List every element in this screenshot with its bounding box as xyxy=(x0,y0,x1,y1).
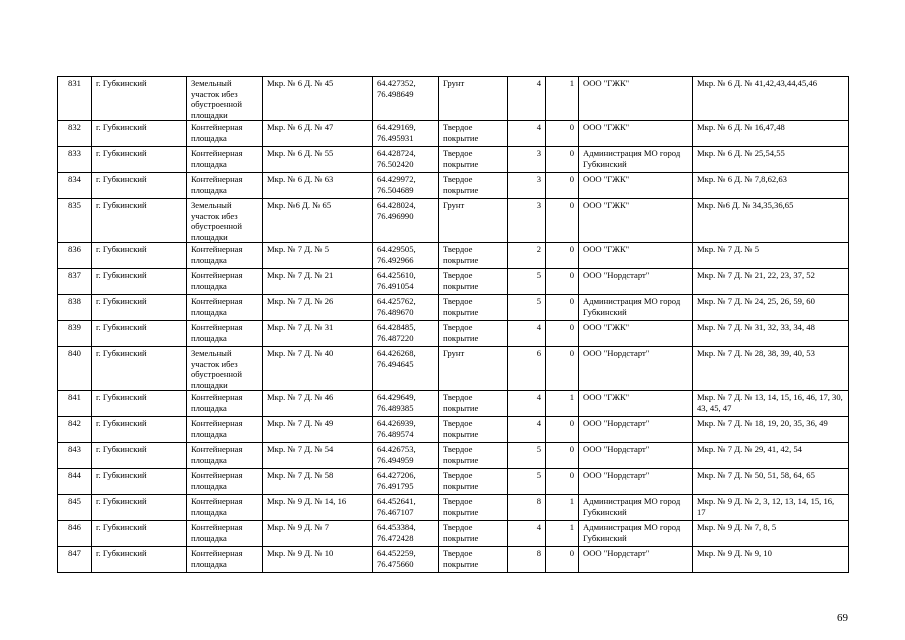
table-row xyxy=(58,495,849,521)
cell-served-buildings: Мкр. № 7 Д. № 28, 38, 39, 40, 53 xyxy=(693,347,849,391)
cell-served-buildings: Мкр. №6 Д. № 34,35,36,65 xyxy=(693,199,849,243)
table-row xyxy=(58,443,849,469)
cell-coordinates: 64.429169, 76.495931 xyxy=(373,121,439,147)
cell-coordinates: 64.452641, 76.467107 xyxy=(373,495,439,521)
cell-owner: ООО "ГЖК" xyxy=(579,391,693,417)
cell-site-type: Контейнерная площадка xyxy=(187,495,263,521)
cell-site-type: Контейнерная площадка xyxy=(187,469,263,495)
cell-served-buildings: Мкр. № 9 Д. № 9, 10 xyxy=(693,547,849,573)
cell-address: Мкр. № 7 Д. № 31 xyxy=(263,321,373,347)
cell-site-type: Контейнерная площадка xyxy=(187,269,263,295)
cell-coordinates: 64.425610, 76.491054 xyxy=(373,269,439,295)
cell-address: Мкр. № 6 Д. № 45 xyxy=(263,77,373,121)
cell-city: г. Губкинский xyxy=(92,417,187,443)
cell-surface: Твердое покрытие xyxy=(439,321,508,347)
cell-owner: Администрация МО город Губкинский xyxy=(579,295,693,321)
cell-number: 843 xyxy=(58,443,92,469)
cell-address: Мкр. № 7 Д. № 49 xyxy=(263,417,373,443)
cell-extra-count: 0 xyxy=(546,147,579,173)
cell-served-buildings: Мкр. № 7 Д. № 13, 14, 15, 16, 46, 17, 30, 43, 45, 47 xyxy=(693,391,849,417)
cell-served-buildings: Мкр. № 7 Д. № 5 xyxy=(693,243,849,269)
cell-extra-count: 0 xyxy=(546,469,579,495)
cell-owner: ООО "ГЖК" xyxy=(579,121,693,147)
cell-site-type: Контейнерная площадка xyxy=(187,121,263,147)
cell-surface: Твердое покрытие xyxy=(439,547,508,573)
cell-extra-count: 0 xyxy=(546,417,579,443)
cell-site-type: Контейнерная площадка xyxy=(187,243,263,269)
cell-site-type: Контейнерная площадка xyxy=(187,547,263,573)
cell-city: г. Губкинский xyxy=(92,495,187,521)
cell-container-count: 4 xyxy=(508,417,546,443)
cell-site-type: Контейнерная площадка xyxy=(187,417,263,443)
cell-surface: Грунт xyxy=(439,347,508,391)
table-row xyxy=(58,199,849,243)
cell-coordinates: 64.428724, 76.502420 xyxy=(373,147,439,173)
cell-address: Мкр. № 6 Д. № 55 xyxy=(263,147,373,173)
cell-city: г. Губкинский xyxy=(92,173,187,199)
cell-container-count: 2 xyxy=(508,243,546,269)
cell-surface: Твердое покрытие xyxy=(439,391,508,417)
cell-address: Мкр. № 7 Д. № 21 xyxy=(263,269,373,295)
cell-number: 837 xyxy=(58,269,92,295)
cell-coordinates: 64.452259, 76.475660 xyxy=(373,547,439,573)
cell-number: 832 xyxy=(58,121,92,147)
cell-container-count: 4 xyxy=(508,521,546,547)
cell-surface: Твердое покрытие xyxy=(439,121,508,147)
table-row xyxy=(58,243,849,269)
cell-container-count: 4 xyxy=(508,391,546,417)
cell-owner: ООО "Нордстарт" xyxy=(579,417,693,443)
cell-site-type: Земельный участок ибез обустроенной площадки xyxy=(187,347,263,391)
cell-city: г. Губкинский xyxy=(92,521,187,547)
cell-container-count: 3 xyxy=(508,173,546,199)
cell-container-count: 3 xyxy=(508,147,546,173)
cell-owner: Администрация МО город Губкинский xyxy=(579,521,693,547)
cell-city: г. Губкинский xyxy=(92,469,187,495)
cell-container-count: 8 xyxy=(508,495,546,521)
cell-surface: Твердое покрытие xyxy=(439,295,508,321)
cell-site-type: Контейнерная площадка xyxy=(187,521,263,547)
cell-owner: Администрация МО город Губкинский xyxy=(579,495,693,521)
cell-served-buildings: Мкр. № 6 Д. № 7,8,62,63 xyxy=(693,173,849,199)
cell-served-buildings: Мкр. № 6 Д. № 25,54,55 xyxy=(693,147,849,173)
cell-city: г. Губкинский xyxy=(92,269,187,295)
cell-extra-count: 1 xyxy=(546,77,579,121)
cell-extra-count: 0 xyxy=(546,321,579,347)
cell-container-count: 8 xyxy=(508,547,546,573)
table-row xyxy=(58,173,849,199)
cell-served-buildings: Мкр. № 9 Д. № 2, 3, 12, 13, 14, 15, 16, 17 xyxy=(693,495,849,521)
cell-coordinates: 64.426268, 76.494645 xyxy=(373,347,439,391)
cell-coordinates: 64.427206, 76.491795 xyxy=(373,469,439,495)
container-sites-table xyxy=(57,76,849,573)
cell-extra-count: 0 xyxy=(546,269,579,295)
cell-coordinates: 64.428485, 76.487220 xyxy=(373,321,439,347)
cell-address: Мкр. № 7 Д. № 26 xyxy=(263,295,373,321)
cell-extra-count: 0 xyxy=(546,121,579,147)
cell-served-buildings: Мкр. № 7 Д. № 21, 22, 23, 37, 52 xyxy=(693,269,849,295)
cell-coordinates: 64.428024, 76.496990 xyxy=(373,199,439,243)
cell-served-buildings: Мкр. № 6 Д. № 41,42,43,44,45,46 xyxy=(693,77,849,121)
cell-address: Мкр. № 9 Д. № 10 xyxy=(263,547,373,573)
cell-city: г. Губкинский xyxy=(92,547,187,573)
cell-extra-count: 1 xyxy=(546,495,579,521)
cell-surface: Твердое покрытие xyxy=(439,173,508,199)
cell-city: г. Губкинский xyxy=(92,295,187,321)
cell-owner: ООО "Нордстарт" xyxy=(579,547,693,573)
cell-owner: ООО "ГЖК" xyxy=(579,173,693,199)
cell-number: 846 xyxy=(58,521,92,547)
cell-extra-count: 0 xyxy=(546,173,579,199)
table-body xyxy=(58,77,849,573)
cell-address: Мкр. № 6 Д. № 47 xyxy=(263,121,373,147)
cell-owner: ООО "Нордстарт" xyxy=(579,269,693,295)
cell-coordinates: 64.429505, 76.492966 xyxy=(373,243,439,269)
cell-extra-count: 1 xyxy=(546,521,579,547)
cell-container-count: 5 xyxy=(508,443,546,469)
table-row xyxy=(58,147,849,173)
cell-coordinates: 64.453384, 76.472428 xyxy=(373,521,439,547)
cell-surface: Твердое покрытие xyxy=(439,443,508,469)
cell-city: г. Губкинский xyxy=(92,347,187,391)
cell-address: Мкр. № 7 Д. № 58 xyxy=(263,469,373,495)
cell-number: 840 xyxy=(58,347,92,391)
cell-coordinates: 64.429649, 76.489385 xyxy=(373,391,439,417)
cell-served-buildings: Мкр. № 6 Д. № 16,47,48 xyxy=(693,121,849,147)
page-number: 69 xyxy=(837,612,848,624)
cell-number: 834 xyxy=(58,173,92,199)
cell-address: Мкр. № 6 Д. № 63 xyxy=(263,173,373,199)
cell-surface: Твердое покрытие xyxy=(439,495,508,521)
cell-surface: Твердое покрытие xyxy=(439,269,508,295)
cell-city: г. Губкинский xyxy=(92,199,187,243)
cell-city: г. Губкинский xyxy=(92,147,187,173)
cell-served-buildings: Мкр. № 7 Д. № 18, 19, 20, 35, 36, 49 xyxy=(693,417,849,443)
cell-served-buildings: Мкр. № 7 Д. № 24, 25, 26, 59, 60 xyxy=(693,295,849,321)
cell-number: 835 xyxy=(58,199,92,243)
cell-owner: ООО "ГЖК" xyxy=(579,243,693,269)
cell-extra-count: 0 xyxy=(546,199,579,243)
cell-owner: Администрация МО город Губкинский xyxy=(579,147,693,173)
cell-surface: Твердое покрытие xyxy=(439,469,508,495)
cell-surface: Твердое покрытие xyxy=(439,521,508,547)
cell-owner: ООО "Нордстарт" xyxy=(579,443,693,469)
table-row xyxy=(58,269,849,295)
cell-coordinates: 64.426939, 76.489574 xyxy=(373,417,439,443)
cell-container-count: 4 xyxy=(508,121,546,147)
cell-extra-count: 0 xyxy=(546,547,579,573)
table-row xyxy=(58,321,849,347)
cell-number: 842 xyxy=(58,417,92,443)
cell-city: г. Губкинский xyxy=(92,243,187,269)
cell-address: Мкр. № 9 Д. № 14, 16 xyxy=(263,495,373,521)
cell-coordinates: 64.427352, 76.498649 xyxy=(373,77,439,121)
cell-owner: ООО "Нордстарт" xyxy=(579,469,693,495)
cell-address: Мкр. №6 Д. № 65 xyxy=(263,199,373,243)
cell-coordinates: 64.425762, 76.489670 xyxy=(373,295,439,321)
cell-served-buildings: Мкр. № 7 Д. № 29, 41, 42, 54 xyxy=(693,443,849,469)
cell-surface: Твердое покрытие xyxy=(439,243,508,269)
cell-coordinates: 64.429972, 76.504689 xyxy=(373,173,439,199)
table-row xyxy=(58,121,849,147)
table-row xyxy=(58,521,849,547)
cell-owner: ООО "ГЖК" xyxy=(579,321,693,347)
cell-address: Мкр. № 7 Д. № 5 xyxy=(263,243,373,269)
cell-owner: ООО "ГЖК" xyxy=(579,77,693,121)
cell-site-type: Контейнерная площадка xyxy=(187,391,263,417)
cell-site-type: Контейнерная площадка xyxy=(187,443,263,469)
cell-site-type: Контейнерная площадка xyxy=(187,147,263,173)
cell-served-buildings: Мкр. № 9 Д. № 7, 8, 5 xyxy=(693,521,849,547)
cell-address: Мкр. № 7 Д. № 54 xyxy=(263,443,373,469)
cell-number: 836 xyxy=(58,243,92,269)
cell-site-type: Земельный участок ибез обустроенной площадки xyxy=(187,199,263,243)
cell-container-count: 4 xyxy=(508,321,546,347)
cell-extra-count: 0 xyxy=(546,347,579,391)
cell-city: г. Губкинский xyxy=(92,121,187,147)
cell-city: г. Губкинский xyxy=(92,321,187,347)
cell-surface: Твердое покрытие xyxy=(439,417,508,443)
cell-container-count: 3 xyxy=(508,199,546,243)
cell-owner: ООО "ГЖК" xyxy=(579,199,693,243)
cell-surface: Грунт xyxy=(439,199,508,243)
cell-number: 838 xyxy=(58,295,92,321)
cell-surface: Грунт xyxy=(439,77,508,121)
table-row xyxy=(58,77,849,121)
table-row xyxy=(58,469,849,495)
cell-container-count: 5 xyxy=(508,469,546,495)
cell-number: 839 xyxy=(58,321,92,347)
cell-site-type: Контейнерная площадка xyxy=(187,173,263,199)
table-row xyxy=(58,347,849,391)
cell-surface: Твердое покрытие xyxy=(439,147,508,173)
cell-extra-count: 0 xyxy=(546,443,579,469)
cell-extra-count: 1 xyxy=(546,391,579,417)
cell-owner: ООО "Нордстарт" xyxy=(579,347,693,391)
cell-container-count: 5 xyxy=(508,269,546,295)
cell-address: Мкр. № 7 Д. № 46 xyxy=(263,391,373,417)
cell-number: 833 xyxy=(58,147,92,173)
cell-number: 831 xyxy=(58,77,92,121)
cell-site-type: Земельный участок ибез обустроенной площадки xyxy=(187,77,263,121)
cell-served-buildings: Мкр. № 7 Д. № 31, 32, 33, 34, 48 xyxy=(693,321,849,347)
cell-address: Мкр. № 9 Д. № 7 xyxy=(263,521,373,547)
cell-number: 847 xyxy=(58,547,92,573)
cell-served-buildings: Мкр. № 7 Д. № 50, 51, 58, 64, 65 xyxy=(693,469,849,495)
table-row xyxy=(58,417,849,443)
cell-city: г. Губкинский xyxy=(92,443,187,469)
cell-container-count: 5 xyxy=(508,295,546,321)
table-row xyxy=(58,391,849,417)
cell-number: 844 xyxy=(58,469,92,495)
table-row xyxy=(58,295,849,321)
cell-extra-count: 0 xyxy=(546,243,579,269)
cell-coordinates: 64.426753, 76.494959 xyxy=(373,443,439,469)
cell-number: 845 xyxy=(58,495,92,521)
cell-extra-count: 0 xyxy=(546,295,579,321)
cell-number: 841 xyxy=(58,391,92,417)
cell-city: г. Губкинский xyxy=(92,77,187,121)
cell-container-count: 4 xyxy=(508,77,546,121)
cell-address: Мкр. № 7 Д. № 40 xyxy=(263,347,373,391)
cell-site-type: Контейнерная площадка xyxy=(187,295,263,321)
cell-city: г. Губкинский xyxy=(92,391,187,417)
cell-site-type: Контейнерная площадка xyxy=(187,321,263,347)
cell-container-count: 6 xyxy=(508,347,546,391)
table-row xyxy=(58,547,849,573)
